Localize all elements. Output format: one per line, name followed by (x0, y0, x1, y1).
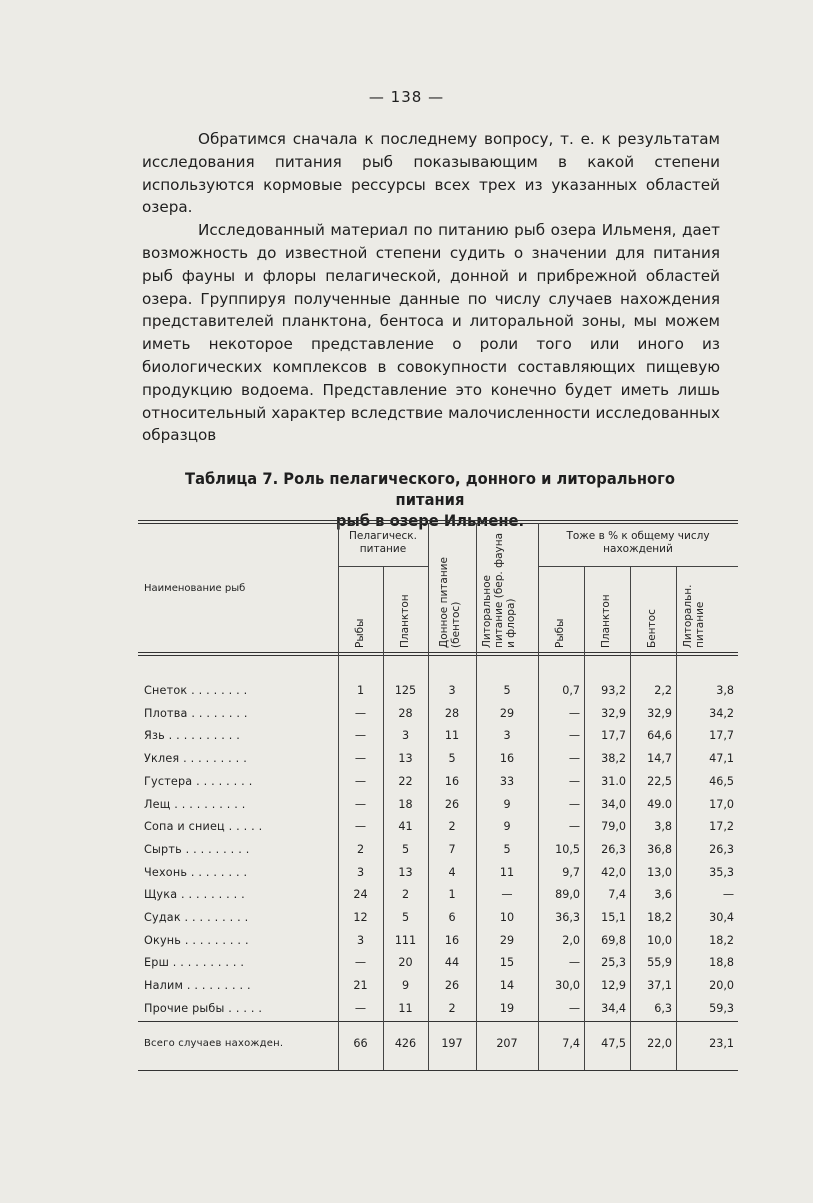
table-cell: 2,2 (654, 684, 672, 697)
table-cell: 111 (394, 933, 417, 947)
header-pct-benthos: Бентос (646, 609, 658, 648)
table-cell: 6,3 (654, 1001, 672, 1015)
table-cell: 17,0 (709, 797, 734, 811)
table-cell: 18,8 (709, 956, 734, 970)
header-bottom-rule (138, 652, 738, 653)
table-cell: 11 (444, 729, 460, 743)
table-cell: 22 (398, 774, 413, 788)
table-cell: 69,8 (601, 933, 626, 947)
header-plankton: Планктон (399, 594, 411, 648)
table-cell: 20 (398, 956, 413, 970)
table-cell: 10 (499, 911, 515, 924)
percent-group-rule (538, 566, 738, 567)
table-cell: 89,0 (555, 888, 580, 902)
fish-name: Снеток . . . . . . . . (144, 684, 248, 697)
table-cell: 79,0 (601, 820, 626, 834)
table-cell: 13,0 (647, 865, 672, 879)
header-pct-littoral: Литоральн. питание (682, 584, 706, 648)
table-cell: — (568, 956, 580, 970)
table-cell: 16 (499, 752, 515, 766)
fish-name: Язь . . . . . . . . . . (144, 729, 241, 743)
table-row (138, 998, 738, 1021)
table-cell: 32,9 (647, 706, 672, 720)
table-cell: 9 (401, 979, 410, 993)
table-cell: 20,0 (709, 979, 734, 993)
table-cell: 15 (499, 956, 515, 970)
table-cell: 17,7 (709, 729, 734, 743)
table-cell: 32,9 (601, 706, 626, 720)
table-cell: 36,3 (555, 911, 580, 924)
table-cell: 21 (353, 979, 368, 993)
fish-name: Уклея . . . . . . . . . (144, 752, 247, 766)
table-cell: — (568, 1001, 580, 1015)
table-cell: 19 (499, 1001, 515, 1015)
table-cell: 17,7 (601, 729, 626, 743)
table-cell: 11 (398, 1001, 413, 1015)
table-cell: 22,5 (647, 774, 672, 788)
body-text (142, 128, 720, 447)
table-cell: 16 (444, 774, 460, 788)
total-label: Всего случаев нахожден. (144, 1038, 284, 1049)
table-cell: 5 (503, 684, 511, 697)
table-cell: — (354, 956, 367, 970)
table-cell: 29 (499, 933, 515, 947)
table-cell: 25,3 (601, 956, 626, 970)
fish-name: Прочие рыбы . . . . . (144, 1001, 263, 1015)
table-cell: 18,2 (709, 933, 734, 947)
table-cell: — (354, 820, 367, 834)
fish-name: Сырть . . . . . . . . . (144, 842, 250, 856)
table-cell: — (568, 752, 580, 766)
table-cell: 35,3 (709, 865, 734, 879)
table-cell: — (501, 888, 513, 902)
fish-name: Лещ . . . . . . . . . . (144, 797, 246, 811)
table-cell: 10,0 (647, 933, 672, 947)
table-cell: — (568, 774, 580, 788)
table-cell: 9 (503, 820, 511, 834)
table-cell: 17,2 (709, 820, 734, 834)
header-percent-group: Тоже в % к общему числу нахождений (566, 530, 710, 555)
total-cell: 23,1 (709, 1037, 734, 1050)
table-cell: — (354, 1001, 367, 1015)
total-cell: 22,0 (647, 1037, 672, 1050)
table-cell: 1 (448, 888, 456, 902)
table-cell: 1 (356, 684, 365, 697)
table-cell: 3,6 (654, 888, 672, 902)
table-cell: 24 (353, 888, 368, 902)
fish-name: Чехонь . . . . . . . . (144, 865, 248, 879)
table-cell: — (568, 706, 580, 720)
header-benthic: Донное питание (бентос) (438, 557, 462, 648)
table-cell: 13 (398, 752, 413, 766)
table-cell: — (354, 729, 367, 743)
table-row (138, 930, 738, 953)
fish-name: Судак . . . . . . . . . (144, 911, 249, 924)
caption-line-2: рыб в озере Ильмене. (335, 511, 525, 530)
table-cell: 2,0 (562, 933, 580, 947)
page-number: — 138 — (368, 88, 445, 106)
header-fish-name: Наименование рыб (144, 583, 246, 594)
table-cell: 13 (398, 865, 413, 879)
table-row (138, 839, 738, 862)
table-cell: 42,0 (601, 865, 626, 879)
table-row (138, 748, 738, 771)
table-top-rule-2 (138, 523, 738, 524)
table-cell: 26 (444, 979, 460, 993)
table-row (138, 862, 738, 885)
fish-name: Сопа и сниец . . . . . (144, 820, 263, 834)
table-cell: 9 (503, 797, 511, 811)
table-cell: 41 (398, 820, 413, 834)
table-cell: — (568, 820, 580, 834)
table-cell: 125 (394, 684, 417, 697)
table-cell: 34,0 (601, 797, 626, 811)
table-row (138, 725, 738, 748)
total-top-rule (138, 1021, 738, 1022)
table-cell: 2 (448, 820, 456, 834)
table-cell: 2 (448, 1001, 456, 1015)
table-cell: 5 (401, 911, 410, 924)
header-littoral: Литоральное питание (бер. фауна и флора) (481, 532, 517, 648)
header-pct-plankton: Планктон (600, 594, 612, 648)
table-cell: 2 (401, 888, 410, 902)
table-cell: 0,7 (562, 684, 580, 697)
table-cell: 38,2 (601, 752, 626, 766)
table-cell: 64,6 (647, 729, 672, 743)
table-cell: 3,8 (716, 684, 734, 697)
total-cell: 426 (394, 1037, 417, 1050)
table-cell: 47,1 (709, 752, 734, 766)
table-cell: 26,3 (709, 842, 734, 856)
table-cell: 28 (398, 706, 413, 720)
table-cell: 46,5 (709, 774, 734, 788)
table-cell: — (354, 752, 367, 766)
table-top-rule (138, 520, 738, 521)
table-cell: 30,4 (709, 911, 734, 924)
table-cell: 12,9 (601, 979, 626, 993)
fish-name: Щука . . . . . . . . . (144, 888, 245, 902)
table-row (138, 975, 738, 998)
table-cell: 7 (448, 842, 456, 856)
table-row (138, 703, 738, 726)
table-cell: 15,1 (601, 911, 626, 924)
fish-feeding-table (138, 520, 738, 1075)
table-cell: 3,8 (654, 820, 672, 834)
total-cell: 207 (496, 1037, 518, 1050)
table-cell: 4 (448, 865, 456, 879)
table-cell: 5 (401, 842, 410, 856)
table-cell: 9,7 (562, 865, 580, 879)
table-cell: 33 (499, 774, 515, 788)
table-row (138, 952, 738, 975)
table-cell: 10,5 (555, 842, 580, 856)
table-row (138, 884, 738, 907)
header-fish: Рыбы (354, 618, 366, 648)
table-cell: 2 (356, 842, 365, 856)
table-cell: — (354, 706, 367, 720)
fish-name: Густера . . . . . . . . (144, 774, 253, 788)
table-cell: 93,2 (601, 684, 626, 697)
table-cell: 12 (353, 911, 368, 924)
table-cell: 14,7 (647, 752, 672, 766)
table-row (138, 771, 738, 794)
header-pelagic-group: Пелагическ. питание (349, 530, 417, 555)
fish-name: Плотва . . . . . . . . (144, 706, 248, 720)
fish-name: Окунь . . . . . . . . . (144, 933, 249, 947)
table-cell: — (568, 797, 580, 811)
table-cell: 26 (444, 797, 460, 811)
table-cell: 6 (448, 911, 456, 924)
table-cell: 44 (444, 956, 460, 970)
table-cell: 11 (499, 865, 515, 879)
total-row (138, 1033, 738, 1056)
table-bottom-rule (138, 1070, 738, 1071)
table-row (138, 794, 738, 817)
fish-name: Ерш . . . . . . . . . . (144, 956, 245, 970)
table-cell: 31.0 (601, 774, 626, 788)
fish-name: Налим . . . . . . . . . (144, 979, 251, 993)
total-cell: 47,5 (601, 1037, 626, 1050)
table-cell: — (568, 729, 580, 743)
table-cell: 59,3 (709, 1001, 734, 1015)
table-cell: 14 (499, 979, 515, 993)
table-cell: 26,3 (601, 842, 626, 856)
table-cell: 30,0 (555, 979, 580, 993)
table-cell: 3 (503, 729, 511, 743)
header-bottom-rule-2 (138, 655, 738, 656)
table-cell: 18,2 (647, 911, 672, 924)
table-cell: 37,1 (647, 979, 672, 993)
table-cell: 3 (448, 684, 456, 697)
table-row (138, 680, 738, 703)
table-cell: 16 (444, 933, 460, 947)
table-cell: 3 (356, 865, 365, 879)
table-row (138, 907, 738, 930)
table-cell: 36,8 (647, 842, 672, 856)
table-row (138, 816, 738, 839)
table-cell: 34,2 (709, 706, 734, 720)
header-pct-fish: Рыбы (554, 618, 566, 648)
table-cell: 5 (448, 752, 456, 766)
table-cell: 29 (499, 706, 515, 720)
table-cell: — (354, 797, 367, 811)
paragraph-2: Исследованный материал по питанию рыб озера Ильменя, дает возможность до известной степени судить о значении для питания рыб фауны и флоры пелагической, донной и прибрежной областей озера. Группируя полученные данные по числу случаев нахождения представителей планктона, бентоса и литоральной зоны, мы можем иметь некоторое представление о роли того или иного из биологических комплексов в совокупности составляющих пищевую продукцию водоема. Представление это конечно будет иметь лишь относительный характер вследствие малочисленности исследованных образцов (142, 221, 720, 445)
table-cell: 5 (503, 842, 511, 856)
table-cell: 49.0 (647, 797, 672, 811)
total-cell: 7,4 (562, 1037, 580, 1050)
table-cell: 3 (356, 933, 365, 947)
paragraph-1: Обратимся сначала к последнему вопросу, т. е. к результатам исследования питания рыб показывающим в какой степени используются кормовые рессурсы всех трех из указанных областей озера. (142, 130, 720, 217)
table-cell: 7,4 (608, 888, 626, 902)
table-cell: 28 (444, 706, 460, 720)
total-cell: 197 (441, 1037, 463, 1050)
table-cell: 55,9 (647, 956, 672, 970)
caption-line-1: Таблица 7. Роль пелагического, донного и литорального питания (185, 469, 675, 509)
table-cell: 34,4 (601, 1001, 626, 1015)
table-cell: 18 (398, 797, 413, 811)
table-cell: 3 (401, 729, 410, 743)
table-cell: — (354, 774, 367, 788)
total-cell: 66 (353, 1037, 368, 1050)
table-cell: — (722, 888, 734, 902)
